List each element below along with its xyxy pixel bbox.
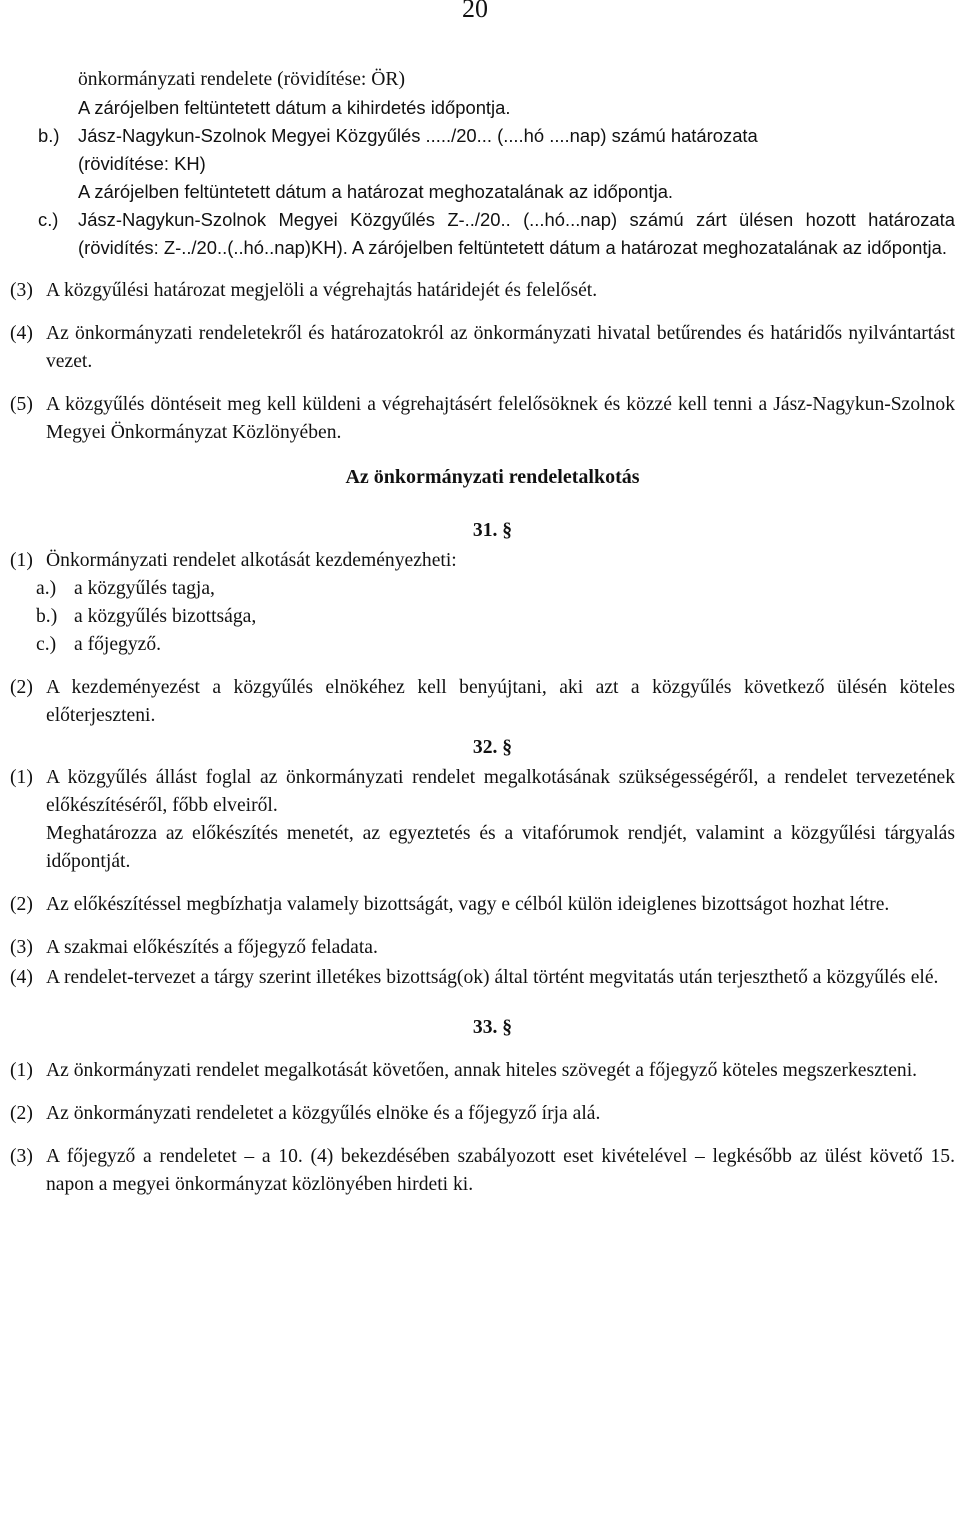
paragraph-text: A főjegyző a rendeletet – a 10. (4) bekezdésében szabályozott eset kivételével – legkésőbb az ülést követő 15. napon a megyei önkormányzat közlönyében hirdeti ki. <box>46 1146 955 1195</box>
item-text: a közgyűlés bizottsága, <box>74 606 257 627</box>
paragraph-text: A szakmai előkészítés a főjegyző feladata. <box>46 937 378 958</box>
paragraph-text: Az önkormányzati rendeletet a közgyűlés elnöke és a főjegyző írja alá. <box>46 1103 601 1124</box>
paragraph-text: A közgyűlési határozat megjelöli a végrehajtás határidejét és felelősét. <box>46 280 598 301</box>
paragraph-number: (1) <box>10 550 33 571</box>
intro-item-c <box>38 206 955 262</box>
paragraph-number: (4) <box>10 967 33 988</box>
paragraph-number: (2) <box>10 894 33 915</box>
section-33-title: 33. § <box>472 1017 513 1038</box>
s33-paragraph-2 <box>10 1100 955 1128</box>
page-number: 20 <box>462 0 488 23</box>
paragraph-text: Az önkormányzati rendelet megalkotását követően, annak hiteles szövegét a főjegyző köteles megszerkeszteni. <box>46 1060 918 1081</box>
paragraph-text: A rendelet-tervezet a tárgy szerint illetékes bizottság(ok) által történt megvitatás után terjeszthető a közgyűlés elé. <box>46 967 939 988</box>
document-body <box>10 66 955 1199</box>
s32-paragraph-3 <box>10 934 955 962</box>
s32-paragraph-4 <box>10 964 955 992</box>
paragraph-number: (1) <box>10 767 33 788</box>
list-item <box>36 631 955 659</box>
paragraph-number: (2) <box>10 677 33 698</box>
item-text: a közgyűlés tagja, <box>74 578 215 599</box>
item-marker: c.) <box>38 209 59 230</box>
s31-paragraph-2 <box>10 674 955 730</box>
chapter-heading: Az önkormányzati rendeletalkotás <box>345 466 640 488</box>
intro-line: önkormányzati rendelete (rövidítése: ÖR) <box>78 69 405 90</box>
intro-block <box>38 66 955 262</box>
paragraph-number: (3) <box>10 280 33 301</box>
paragraph-4 <box>10 320 955 376</box>
paragraph-text: A közgyűlés döntéseit meg kell küldeni a végrehajtásért felelősöknek és közzé kell tenni a Jász-Nagykun-Szolnok Megyei Önkormányzat Közlönyében. <box>46 394 955 443</box>
s32-paragraph-1-continuation: Meghatározza az előkészítés menetét, az egyeztetés és a vitafórumok rendjét, valamint a közgyűlési tárgyalás időpontját. <box>46 823 955 872</box>
item-marker: b.) <box>36 606 58 627</box>
intro-line: (rövidítése: KH) <box>78 153 206 174</box>
paragraph-number: (3) <box>10 937 33 958</box>
intro-line: A zárójelben feltüntetett dátum a kihirdetés időpontja. <box>78 97 511 118</box>
paragraph-3 <box>10 277 955 305</box>
item-marker: a.) <box>36 578 57 599</box>
section-32-title: 32. § <box>472 737 513 758</box>
paragraph-text: Az előkészítéssel megbízhatja valamely bizottságát, vagy e célból külön ideiglenes bizottságot hozhat létre. <box>46 894 890 915</box>
intro-line: A zárójelben feltüntetett dátum a határozat meghozatalának az időpontja. <box>78 181 674 202</box>
s33-paragraph-1 <box>10 1057 955 1085</box>
paragraph-number: (4) <box>10 323 33 344</box>
item-body: Jász-Nagykun-Szolnok Megyei Közgyűlés Z-../20.. (...hó...nap) számú zárt ülésen hozott határozata (rövidítés: Z-../20..(..hó..nap)KH). A zárójelben feltüntetett dátum a határozat meghozatalának az időpontja. <box>78 209 955 258</box>
paragraph-text: A közgyűlés állást foglal az önkormányzati rendelet megalkotásának szükségességéről, a rendelet tervezetének előkészítéséről, főbb elveiről. <box>46 767 955 816</box>
paragraph-number: (5) <box>10 394 33 415</box>
paragraph-number: (1) <box>10 1060 33 1081</box>
item-body <box>78 122 955 206</box>
paragraph-text: A kezdeményezést a közgyűlés elnökéhez kell benyújtani, aki azt a közgyűlés következő ülésén köteles előterjeszteni. <box>46 677 955 726</box>
list-item <box>36 575 955 603</box>
item-text: a főjegyző. <box>74 634 162 655</box>
s31-paragraph-1 <box>10 547 955 575</box>
intro-line: Jász-Nagykun-Szolnok Megyei Közgyűlés ...../20... (....hó ....nap) számú határozata <box>78 125 758 146</box>
paragraph-5 <box>10 391 955 447</box>
paragraph-text: Önkormányzati rendelet alkotását kezdeményezheti: <box>46 550 457 571</box>
s32-paragraph-2 <box>10 891 955 919</box>
initiator-list <box>36 575 955 659</box>
section-31-title: 31. § <box>472 520 513 541</box>
intro-item-b <box>38 122 955 206</box>
paragraph-number: (2) <box>10 1103 33 1124</box>
paragraph-number: (3) <box>10 1146 33 1167</box>
item-marker: b.) <box>38 125 60 146</box>
list-item <box>36 603 955 631</box>
s33-paragraph-3 <box>10 1143 955 1199</box>
s32-paragraph-1 <box>10 764 955 820</box>
paragraph-text: Az önkormányzati rendeletekről és határozatokról az önkormányzati hivatal betűrendes és határidős nyilvántartást vezet. <box>46 323 955 372</box>
item-marker: c.) <box>36 634 57 655</box>
